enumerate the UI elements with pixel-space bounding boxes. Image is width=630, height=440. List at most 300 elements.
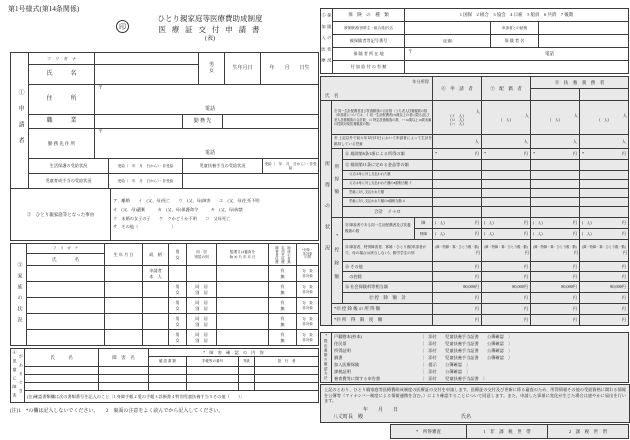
star-mark: * xyxy=(582,151,585,157)
document-row[interactable] xyxy=(334,347,628,354)
family-living-choice[interactable] xyxy=(187,298,217,314)
sex-choice[interactable] xyxy=(199,53,225,85)
family-care-input[interactable] xyxy=(217,314,269,330)
row14-options: (障・特障・寡・ひとり親・勤) xyxy=(582,245,626,250)
row12d-label: 児童に対し支払われた額の8割相当額 ロ xyxy=(343,198,433,207)
form-number: 第1号様式(第14条関係) xyxy=(8,5,80,13)
row12-total-input[interactable] xyxy=(531,207,580,218)
form-title-line2: 医 療 証 交 付 申 請 書 xyxy=(158,24,262,34)
family-h-live2: 別居の別 xyxy=(194,254,209,259)
subsidy-no[interactable]: 無 xyxy=(280,321,285,327)
row12a-input[interactable] xyxy=(433,171,482,180)
live-apart[interactable]: 別 居 xyxy=(195,337,208,343)
family-living-choice[interactable] xyxy=(187,282,217,298)
family-h-relation: 続 柄 xyxy=(143,244,169,266)
sex-male[interactable]: 男 xyxy=(175,316,180,322)
document-name: 所得証明 xyxy=(334,348,351,353)
yen-unit: 円 xyxy=(572,151,577,157)
sex-male[interactable]: 男 xyxy=(175,284,180,290)
subsidy-yes[interactable]: 有 xyxy=(280,284,285,290)
family-sex-choice[interactable] xyxy=(169,314,187,330)
row13-label: ⑬ 障害者である同一生計配偶者及び扶養親族の数 xyxy=(343,218,415,240)
disability-doc-input[interactable] xyxy=(149,383,187,391)
target-no[interactable]: 非対象 xyxy=(302,337,313,342)
document-row[interactable] xyxy=(334,333,628,340)
sex-male[interactable]: 男 xyxy=(175,332,180,338)
family-name-input[interactable] xyxy=(27,282,105,298)
subsidy-yes[interactable]: 有 xyxy=(280,268,285,274)
insurer-address-input[interactable] xyxy=(405,48,629,61)
audit-nontaxable-option[interactable]: 1 非 課 税 世 帯 xyxy=(467,425,548,439)
disability-issuer-input[interactable] xyxy=(255,383,319,391)
row13b-sublabel: 特障 xyxy=(415,229,433,240)
insurer-address-label: 保 険 者 所 在 地 xyxy=(333,48,405,61)
row12-total-input[interactable] xyxy=(433,207,482,218)
document-options[interactable]: 〔 添付 児童扶養手当証書 公簿確認 〕 xyxy=(420,341,513,346)
family-row xyxy=(27,298,319,314)
row11-label: ⑪ 規則第6条1項による所得の額 xyxy=(343,149,433,160)
row12d-input[interactable] xyxy=(482,198,531,207)
target-yes[interactable]: 対 象 xyxy=(302,269,313,274)
row13a-input[interactable] xyxy=(433,218,482,229)
document-options[interactable]: 〔 添付 児童扶養手当証書 公簿確認 〕 xyxy=(420,334,513,339)
document-row[interactable] xyxy=(334,375,628,382)
disability-h-confirm: * 障 害 確 認 の 内 容 xyxy=(149,349,319,357)
family-care-input[interactable] xyxy=(217,330,269,346)
family-relation-self xyxy=(143,266,169,282)
row14-input[interactable] xyxy=(433,240,482,262)
disability-disname-input[interactable] xyxy=(99,383,149,391)
sex-female-option[interactable]: 女 xyxy=(208,68,214,74)
live-apart[interactable]: 別 居 xyxy=(195,289,208,295)
furigana-input[interactable] xyxy=(95,53,199,65)
star-mark: * xyxy=(435,151,438,157)
row12a-input[interactable] xyxy=(531,171,580,180)
family-birth-input[interactable] xyxy=(105,298,143,314)
income-section xyxy=(320,76,629,326)
child-rearing-allowance-input[interactable]: 受給（ 年 月 日から）・非受給 xyxy=(109,174,183,189)
row14-label: ⑭ 障害者、特別障害者、寡婦・ひとり親(申請者が父、母の場合は該当しない)、勤労学生の別 xyxy=(343,240,433,262)
reason-line2[interactable]: オ (父、母)遺棄 カ (父、母)保護命令 キ (父、母)拘禁 xyxy=(113,206,243,212)
income-amount-group-label: 所得額 xyxy=(332,149,343,218)
row15b-label: の控除 xyxy=(343,272,433,282)
family-self1: 申請者 xyxy=(149,268,162,274)
row10-obligor2-input[interactable]: 人 xyxy=(580,135,629,149)
row12d-input[interactable] xyxy=(580,198,629,207)
disability-grade-input[interactable] xyxy=(239,383,255,391)
reason-section-label: ② ひとり親家庭等となった事由 xyxy=(11,189,111,241)
row15b-input[interactable]: 円 xyxy=(580,272,629,282)
reason-line3[interactable]: ク 未婚の女子の子 ケ クかどうか不明 コ 父母死亡 xyxy=(113,215,231,221)
col-spouse: ⑦ 配 偶 者 xyxy=(482,77,531,101)
yen-unit: 円 xyxy=(523,231,528,237)
row12d-input[interactable] xyxy=(433,198,482,207)
row15b-input[interactable]: 円 xyxy=(482,272,531,282)
yen-unit: 円 xyxy=(572,220,577,226)
subsidy-yes[interactable]: 有 xyxy=(280,300,285,306)
disability-row xyxy=(25,375,319,383)
row15a-input[interactable]: 円 xyxy=(482,262,531,272)
row12c-input[interactable] xyxy=(482,189,531,198)
declaration-text: 上記のとおり、ひとり親家庭等医療費助成制度の医療証の交付を申請します。医療証の交付及び更新に係る審査のため、所得情報その他の受給資格に関わる情報を公簿等（マイナンバー制度による情報連携を含む。）により確認することについて同意します。また、申請した事項に変化が生じた場合は速やかに届出を行います。 xyxy=(324,387,626,404)
yen-unit: 円 xyxy=(572,231,577,237)
row19-input[interactable]: 円 xyxy=(482,315,531,326)
row14-options: (障・特障・寡・ひとり親・勤) xyxy=(484,245,528,250)
phone-label: 電話 xyxy=(545,51,554,56)
row18-input[interactable]: 円 xyxy=(580,304,629,315)
disability-doc-input[interactable] xyxy=(149,367,187,375)
row12-label: ⑫ 規則第11条に定める金品等の額 xyxy=(343,160,433,171)
row12b-input[interactable] xyxy=(531,180,580,189)
disability-h-name: 氏 名 xyxy=(25,349,99,367)
live-apart[interactable]: 別 居 xyxy=(195,305,208,311)
insurance-symbol-input[interactable]: (記番) xyxy=(405,35,491,48)
paren-nin: ( 人) xyxy=(582,220,592,225)
address-label: 住 所 xyxy=(29,85,95,115)
postal-mark: 〒 xyxy=(98,86,104,91)
row12-cell xyxy=(482,160,531,171)
row15b-input[interactable]: 円 xyxy=(531,272,580,282)
sex-female[interactable]: 女 xyxy=(175,321,180,327)
seal-stamp-char: 印 xyxy=(119,22,126,31)
yen-unit: 円 xyxy=(474,220,479,226)
paren-nin: ( 人) xyxy=(550,117,560,122)
document-options[interactable]: 〔 添付 児童扶養手当証書 公簿確認 〕 xyxy=(420,355,513,360)
row12b-input[interactable] xyxy=(433,180,482,189)
row10-label: ⑩ 上記以外で前々年12月31日において申請者によって生計を維持している児童 xyxy=(332,135,433,149)
form-title xyxy=(132,14,288,43)
row9-label: ⑨ 同一生計配偶者及び扶養親族の合計数（うち老人扶養親族の数（申請者については、イ 同一生計配偶者(70歳以上の者に限る)及び老人扶養親族の合計数、ロ 特定扶養親族の数、ハ 16歳以上19歳未満の控除対象扶養親族の数） xyxy=(332,101,433,135)
paren-nin: ( 人) xyxy=(484,220,494,225)
yen-unit: 円 xyxy=(524,249,529,255)
family-h-live1: 同 居 xyxy=(196,250,207,255)
family-subsidy-choice[interactable] xyxy=(269,330,297,346)
family-name-input[interactable] xyxy=(27,266,105,282)
row10-obligor1-input[interactable]: 人 xyxy=(531,135,580,149)
col-obligor: ⑧ 扶 養 義 務 者 xyxy=(531,77,629,89)
row9-obligor2-input[interactable] xyxy=(580,101,629,135)
row12c-label: 児童に対し支払われた額 xyxy=(343,189,433,198)
row17-input[interactable]: 円 xyxy=(482,293,531,304)
supplementary-benefit-input[interactable] xyxy=(405,61,629,74)
live-apart[interactable]: 別 居 xyxy=(195,321,208,327)
disability-h-number: 手帳等の番号 xyxy=(187,357,239,367)
yen-unit: 円 xyxy=(475,249,480,255)
family-sex-choice[interactable] xyxy=(169,282,187,298)
insurance-section xyxy=(320,8,629,74)
subsidy-no[interactable]: 無 xyxy=(280,337,285,343)
row12-cell xyxy=(433,160,482,171)
family-care-input[interactable] xyxy=(217,298,269,314)
subsidy-no[interactable]: 無 xyxy=(280,273,285,279)
family-target-choice[interactable] xyxy=(297,314,319,330)
disability-h-grade: 等級 xyxy=(239,357,255,367)
row14-options: (障・特障・寡・ひとり親・勤) xyxy=(533,245,577,250)
row12-cell xyxy=(531,160,580,171)
name-input[interactable] xyxy=(95,65,199,85)
row17-input[interactable]: 円 xyxy=(433,293,482,304)
disability-doc-input[interactable] xyxy=(149,375,187,383)
document-row[interactable] xyxy=(334,361,628,368)
insured-name-label: 被保険者(世帯主・組合員)氏名 xyxy=(333,22,405,35)
family-care-input[interactable] xyxy=(217,266,269,282)
row13a-input[interactable] xyxy=(531,218,580,229)
sex-male-option[interactable]: 男 xyxy=(208,62,214,68)
disability-issuer-input[interactable] xyxy=(255,375,319,383)
row9-obligor1-input[interactable] xyxy=(531,101,580,135)
col-obligor-sub2 xyxy=(580,89,629,101)
family-subsidy-choice[interactable] xyxy=(269,314,297,330)
family-subsidy-choice[interactable] xyxy=(269,282,297,298)
row12b-input[interactable] xyxy=(580,180,629,189)
form-side-label: (表) xyxy=(205,36,215,42)
row14-input[interactable] xyxy=(531,240,580,262)
family-target-choice[interactable] xyxy=(297,282,319,298)
paren-nin: ( 人) xyxy=(599,117,609,122)
child-rearing-allowance-label: 児童育成手当の受給状況 xyxy=(29,174,109,189)
sex-female[interactable]: 女 xyxy=(175,289,180,295)
row12d-input[interactable] xyxy=(531,198,580,207)
family-birth-input[interactable] xyxy=(105,266,143,282)
workplace-input[interactable] xyxy=(223,115,319,129)
target-no[interactable]: 非対象 xyxy=(302,321,313,326)
row12-cell xyxy=(580,160,629,171)
family-care-input[interactable] xyxy=(217,282,269,298)
disability-grade-input[interactable] xyxy=(239,375,255,383)
birthdate-label: 生年月日 xyxy=(225,53,261,85)
family-subsidy-choice[interactable] xyxy=(269,298,297,314)
family-relation-input[interactable] xyxy=(143,314,169,330)
row13a-input[interactable] xyxy=(580,218,629,229)
row19-input[interactable]: 円 xyxy=(580,315,629,326)
disability-h-doc: 確 認 書 類 xyxy=(149,357,187,367)
row17-input[interactable]: 円 xyxy=(531,293,580,304)
blank-cell xyxy=(183,174,319,189)
row9-spouse-input[interactable] xyxy=(482,101,531,135)
family-section-side-label: ③家族の状況 xyxy=(11,244,27,346)
insurance-section-side-label: ⑤加入医療保険の状況 xyxy=(321,9,333,74)
row12-total-input[interactable] xyxy=(580,207,629,218)
row13a-input[interactable] xyxy=(482,218,531,229)
reason-line4[interactable]: サ その他（ ） xyxy=(113,224,176,230)
yen-unit: 円 xyxy=(622,249,627,255)
row19-input[interactable]: 円 xyxy=(531,315,580,326)
furigana-label: フ リ ガ ナ xyxy=(29,53,95,65)
document-options[interactable]: 〔 添付 公簿確認 〕 xyxy=(420,369,471,374)
row14-input[interactable] xyxy=(482,240,531,262)
family-living-blank xyxy=(187,266,217,282)
subsidy-yes[interactable]: 有 xyxy=(280,316,285,322)
family-h-care-date xyxy=(217,244,269,266)
insurance-type-options[interactable]: 1 国保 2 組合 3 協会 4 日雇 5 船員 6 共済 7 後期 xyxy=(405,9,629,22)
star-mark: * xyxy=(484,151,487,157)
row17-input[interactable]: 円 xyxy=(580,293,629,304)
row15a-input[interactable]: 円 xyxy=(531,262,580,272)
row11-spouse-input[interactable] xyxy=(482,149,531,160)
document-row[interactable] xyxy=(334,354,628,361)
row13b-input[interactable] xyxy=(580,229,629,240)
sex-male[interactable]: 男 xyxy=(175,300,180,306)
family-living-choice[interactable] xyxy=(187,314,217,330)
disability-name-input[interactable] xyxy=(25,375,99,383)
row15a-input[interactable]: 円 xyxy=(580,262,629,272)
family-subsidy-choice[interactable] xyxy=(269,266,297,282)
insured-relation-input[interactable] xyxy=(539,22,629,35)
family-name-input[interactable] xyxy=(27,298,105,314)
work-address-input[interactable] xyxy=(95,129,319,159)
row18-input[interactable]: 円 xyxy=(531,304,580,315)
row13b-input[interactable] xyxy=(482,229,531,240)
family-h-male: 男 xyxy=(175,249,180,255)
family-target-choice[interactable] xyxy=(297,266,319,282)
insured-relation-label: 申請者との続柄 xyxy=(491,22,539,35)
row10-spouse-input[interactable]: 人 xyxy=(482,135,531,149)
row12c-input[interactable] xyxy=(580,189,629,198)
row18-input[interactable]: 円 xyxy=(482,304,531,315)
disability-h-issuer: 発 行 者 xyxy=(255,357,319,367)
target-yes[interactable]: 対 象 xyxy=(302,333,313,338)
nin-unit: 人 xyxy=(573,112,578,118)
row9-ha: (ハ 人) xyxy=(450,122,464,127)
reason-options[interactable] xyxy=(111,189,319,241)
occupation-input[interactable] xyxy=(95,115,183,129)
workplace-label: 勤 務 先 xyxy=(183,115,223,129)
income-corner-name: 氏 名 xyxy=(325,92,339,98)
family-target-choice[interactable] xyxy=(297,298,319,314)
disability-name-input[interactable] xyxy=(25,367,99,375)
live-together[interactable]: 同 居 xyxy=(195,284,208,290)
document-options[interactable]: 〔 添付 児童扶養手当証書 〕 xyxy=(420,376,488,381)
family-name-input[interactable] xyxy=(27,314,105,330)
family-h-name: 氏 名 xyxy=(27,254,105,266)
live-together[interactable]: 同 居 xyxy=(195,316,208,322)
occupation-label: 職 業 xyxy=(29,115,95,129)
row19-label: *⑲ 所 得 限 度 額 xyxy=(332,315,433,326)
row12a-input[interactable] xyxy=(580,171,629,180)
footnote: (注)1 *の欄は記入しないでください。 2 裏面の注意をよく読んでから記入してください。 xyxy=(10,409,224,414)
row15b-input[interactable]: 円 xyxy=(433,272,482,282)
row12-total-input[interactable] xyxy=(482,207,531,218)
family-target-choice[interactable] xyxy=(297,330,319,346)
target-no[interactable]: 非対象 xyxy=(302,305,313,310)
family-sex-choice[interactable] xyxy=(169,330,187,346)
row13b-input[interactable] xyxy=(531,229,580,240)
row16-label: ⑯ 社会保険料等相当額 xyxy=(343,282,433,293)
reason-line1[interactable]: ア 離婚 イ (父、母)死亡 ウ (父、母)障害 エ (父、母)生死不明 xyxy=(113,197,260,203)
row14-input[interactable] xyxy=(580,240,629,262)
family-birth-input[interactable] xyxy=(105,282,143,298)
welfare-status-input[interactable]: 受給（ 年 月 日から）・非受給 xyxy=(109,159,183,174)
document-options[interactable]: 〔 提示 公簿確認 〕 xyxy=(420,362,471,367)
row10-applicant-input[interactable]: 人 xyxy=(433,135,482,149)
row16-value: 80,000円 xyxy=(433,282,482,293)
subsidy-no[interactable]: 無 xyxy=(280,289,285,295)
subsidy-yes[interactable]: 有 xyxy=(280,332,285,338)
document-name: 養育費等に関する申告書 xyxy=(334,376,381,381)
target-no[interactable]: 非対象 xyxy=(302,273,313,278)
target-yes[interactable]: 対 象 xyxy=(302,301,313,306)
disability-disname-input[interactable] xyxy=(99,367,149,375)
disability-grade-input[interactable] xyxy=(239,367,255,375)
row19-input[interactable]: 円 xyxy=(433,315,482,326)
postal-mark: 〒 xyxy=(98,130,104,135)
row18-input[interactable]: 円 xyxy=(433,304,482,315)
row12a-label: 父又は母に対し支払われた額 xyxy=(343,171,433,180)
row9-applicant-input[interactable] xyxy=(433,101,482,135)
address-input[interactable] xyxy=(95,85,319,115)
document-name: 戸籍謄本(抄本) xyxy=(334,334,362,339)
disability-number-input[interactable] xyxy=(187,375,239,383)
insured-name-input[interactable] xyxy=(405,22,491,35)
target-no[interactable]: 非対象 xyxy=(302,289,313,294)
child-support-allowance-input[interactable]: 受給（ 年 月 日から）・非受給 xyxy=(263,159,319,174)
family-relation-input[interactable] xyxy=(143,282,169,298)
family-birth-input[interactable] xyxy=(105,314,143,330)
audit-taxable-option[interactable]: 2 課 税 世 帯 xyxy=(548,425,629,439)
declaration-date-input[interactable]: 年 月 日 xyxy=(363,408,399,414)
row11-obligor1-input[interactable] xyxy=(531,149,580,160)
row15a-input[interactable]: 円 xyxy=(433,262,482,272)
row12c-input[interactable] xyxy=(531,189,580,198)
disability-section xyxy=(10,348,319,403)
sex-female[interactable]: 女 xyxy=(175,337,180,343)
row11-applicant-input[interactable] xyxy=(433,149,482,160)
disability-number-input[interactable] xyxy=(187,367,239,375)
insurer-name-input[interactable] xyxy=(539,35,629,48)
target-yes[interactable]: 対 象 xyxy=(302,285,313,290)
family-living-choice[interactable] xyxy=(187,330,217,346)
nin-unit: 人 xyxy=(475,108,480,114)
row17-label: ⑰ 控 除 額 計 xyxy=(343,293,433,304)
disability-issuer-input[interactable] xyxy=(255,367,319,375)
family-relation-input[interactable] xyxy=(143,330,169,346)
subsidy-no[interactable]: 無 xyxy=(280,305,285,311)
live-together[interactable]: 同 居 xyxy=(195,300,208,306)
disability-disname-input[interactable] xyxy=(99,375,149,383)
document-row[interactable] xyxy=(334,340,628,347)
row12c-input[interactable] xyxy=(433,189,482,198)
family-row xyxy=(27,282,319,298)
row13b-input[interactable] xyxy=(433,229,482,240)
disability-section-side-label: ④児童に障害があるとき xyxy=(12,349,24,402)
income-corner-year: 年分所得 xyxy=(412,79,429,84)
sex-female[interactable]: 女 xyxy=(175,305,180,311)
target-yes[interactable]: 対 象 xyxy=(302,317,313,322)
disability-number-input[interactable] xyxy=(187,383,239,391)
family-relation-input[interactable] xyxy=(143,298,169,314)
insurance-type-label: 保 険 の 種 類 xyxy=(333,9,405,22)
birthdate-input[interactable]: 年 月 日生 xyxy=(261,53,319,85)
row11-obligor2-input[interactable] xyxy=(580,149,629,160)
declaration-addressee: 八丈町長 殿 xyxy=(333,415,364,421)
yen-unit: 円 xyxy=(523,220,528,226)
paren-nin: ( 人) xyxy=(501,117,511,122)
disability-name-input[interactable] xyxy=(25,383,99,391)
row12a-input[interactable] xyxy=(482,171,531,180)
family-row-self xyxy=(27,266,319,282)
row12b-input[interactable] xyxy=(482,180,531,189)
document-options[interactable]: 〔 添付 児童扶養手当証書 公簿確認 〕 xyxy=(420,348,513,353)
live-together[interactable]: 同 居 xyxy=(195,332,208,338)
document-row[interactable] xyxy=(334,368,628,375)
family-birth-input[interactable] xyxy=(105,330,143,346)
insurance-symbol-label: 被保険者等記号番号 xyxy=(333,35,405,48)
income-corner-cell xyxy=(321,77,433,101)
family-sex-choice[interactable] xyxy=(169,298,187,314)
family-name-input[interactable] xyxy=(27,330,105,346)
child-support-allowance-label: 児童扶養手当の受給状況 xyxy=(183,159,263,174)
family-sex-blank xyxy=(169,266,187,282)
